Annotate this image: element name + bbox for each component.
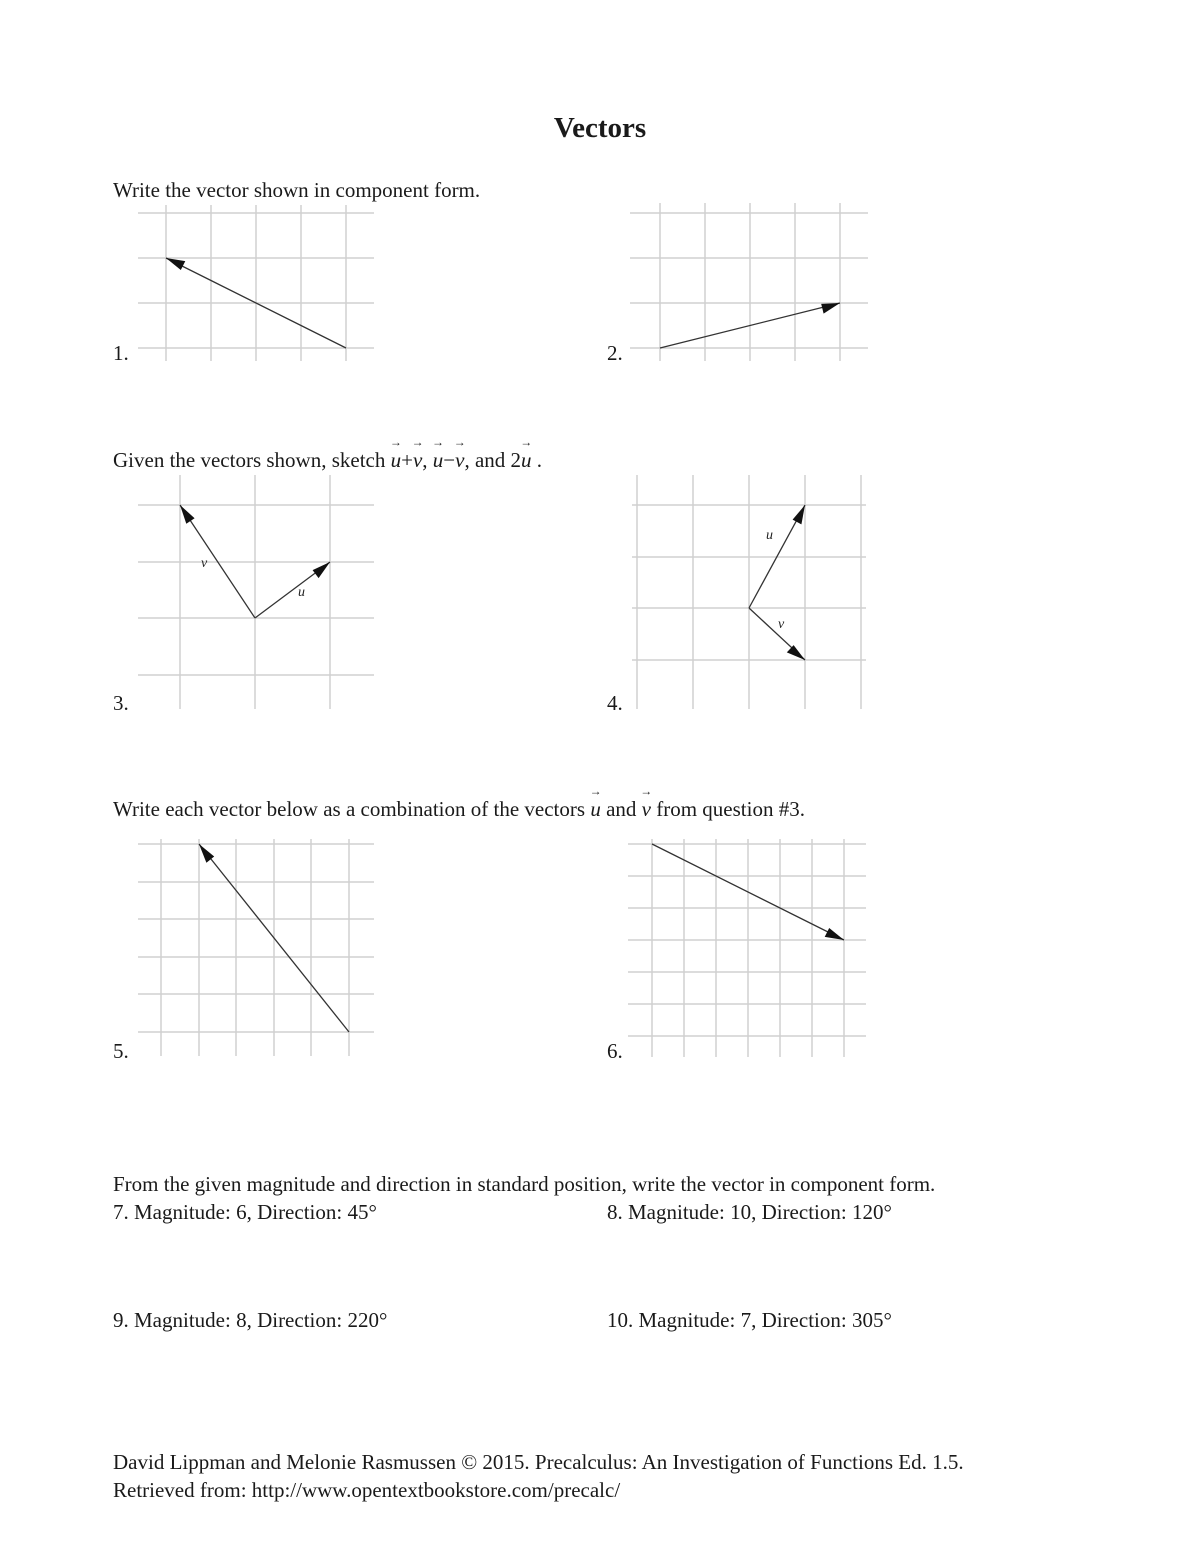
vector-u-label: u	[298, 585, 305, 600]
problem-4-number: 4.	[607, 691, 623, 715]
vector-u-symbol: → u	[590, 797, 601, 822]
problem-2-arrowhead	[821, 303, 840, 314]
credit-line-2: Retrieved from: http://www.opentextbookstore.com/precalc/	[113, 1478, 621, 1502]
problem-10: 10. Magnitude: 7, Direction: 305°	[607, 1308, 892, 1332]
vector-u-symbol: → u	[433, 448, 444, 473]
problem-2-grid	[630, 203, 870, 363]
problem-9: 9. Magnitude: 8, Direction: 220°	[113, 1308, 388, 1332]
problem-6-number: 6.	[607, 1039, 623, 1063]
vector-u-arrowhead	[313, 562, 330, 578]
problem-2-number: 2.	[607, 341, 623, 365]
problem-5-number: 5.	[113, 1039, 129, 1063]
problem-1-arrowhead	[166, 258, 185, 270]
credit	[113, 1448, 964, 1504]
vector-v-label: v	[201, 556, 208, 571]
problem-4-grid	[632, 475, 872, 715]
page-title: Vectors	[553, 112, 647, 144]
problem-8: 8. Magnitude: 10, Direction: 120°	[607, 1200, 892, 1224]
vector-v-symbol: → v	[642, 797, 651, 822]
problem-3-number: 3.	[113, 691, 129, 715]
vector-v-symbol: → v	[455, 448, 464, 473]
vector-v-arrowhead	[787, 645, 805, 660]
credit-line-1: David Lippman and Melonie Rasmussen © 2015. Precalculus: An Investigation of Functions Ed. 1.5.	[113, 1450, 964, 1474]
problem-3-grid	[138, 475, 378, 715]
vector-v-label: v	[778, 617, 785, 632]
vector-u-label: u	[766, 528, 773, 543]
instruction-component-form: Write the vector shown in component form.	[113, 178, 481, 202]
problem-1-number: 1.	[113, 341, 129, 365]
vector-v-arrowhead	[180, 505, 195, 524]
instruction-sketch: Given the vectors shown, sketch → u+→ v, → u−→ v, and 2→ u .	[113, 448, 542, 473]
problem-5-grid	[138, 839, 378, 1059]
instruction-magnitude: From the given magnitude and direction in standard position, write the vector in component form.	[113, 1172, 936, 1196]
problem-1-grid	[138, 205, 378, 365]
instruction-combination: Write each vector below as a combination of the vectors → u and → v from question #3.	[113, 797, 805, 822]
problem-6-arrowhead	[825, 928, 844, 940]
problem-6-grid	[628, 839, 868, 1059]
vector-u-symbol: → u	[391, 448, 402, 473]
vector-u-arrowhead	[793, 505, 805, 524]
problem-7: 7. Magnitude: 6, Direction: 45°	[113, 1200, 377, 1224]
vector-v-symbol: → v	[413, 448, 422, 473]
vector-u-symbol: → u	[521, 448, 532, 473]
